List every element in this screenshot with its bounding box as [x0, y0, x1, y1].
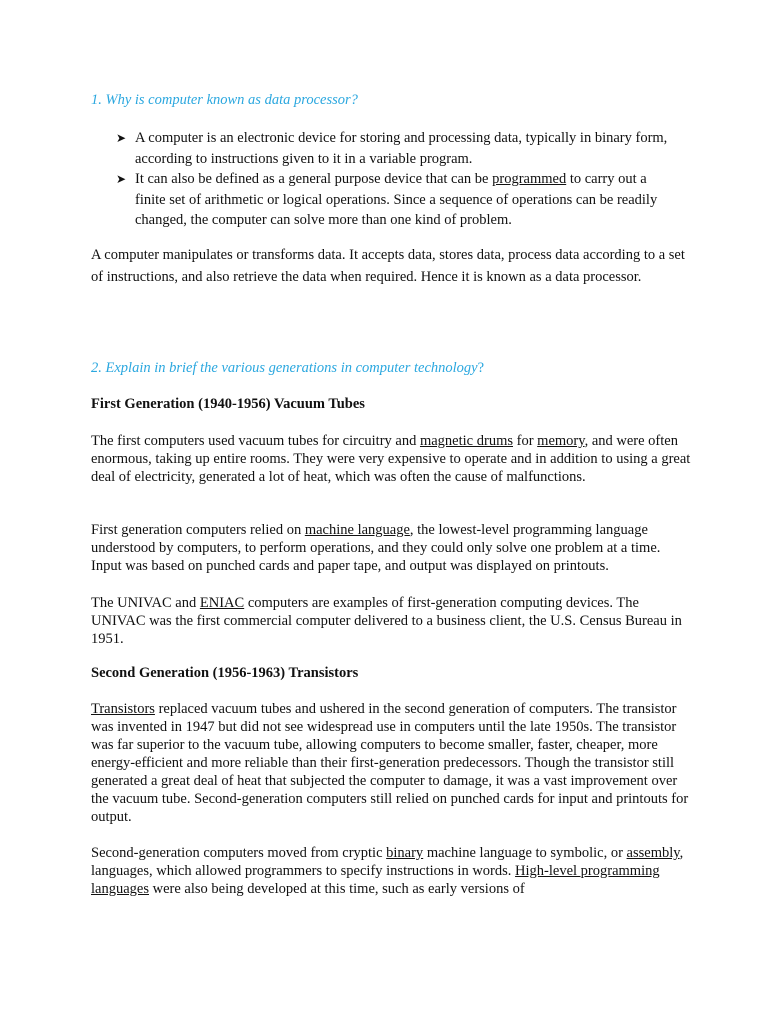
arrowhead-bullet-icon: ➤ [116, 131, 127, 145]
assembly-link[interactable]: assembly [626, 845, 680, 861]
bullet-text: to carry out a finite set of arithmetic or logical operations. Since a sequence of operations can be readily changed, the computer can solve more than one kind of problem. [135, 171, 658, 228]
paragraph-text: replaced vacuum tubes and ushered in the second generation of computers. The transistor was invented in 1947 but did not see widespread use in computers until the late 1950s. The transistor was far superior to the vacuum tube, allowing computers to become smaller, faster, cheaper, more energy-efficient and more reliable than their first-generation predecessors. Though the transistor still generated a great deal of heat that subjected the computer to damage, it was a vast improvement over the vacuum tube. Second-generation computers still relied on punched cards for input and printouts for output. [91, 701, 689, 825]
bullet-text: A computer is an electronic device for storing and processing data, typically in binary form, according to instructions given to it in a variable program. [135, 130, 668, 167]
paragraph-text: Second-generation computers moved from cryptic [91, 845, 387, 861]
bullet-text: It can also be defined as a general purpose device that can be [135, 171, 493, 187]
list-item [116, 128, 676, 169]
transistors-link[interactable]: Transistors [91, 701, 155, 717]
second-generation-paragraph-2 [91, 844, 691, 898]
arrowhead-bullet-icon: ➤ [116, 172, 127, 186]
question-2-title [91, 360, 484, 377]
paragraph-text: , the lowest-level programming language understood by computers, to perform operations, and they could only solve one problem at a time. Input was based on punched cards and paper tape, and output was displayed on printouts. [91, 522, 661, 574]
machine-language-link[interactable]: machine language [304, 522, 410, 538]
question-1-answer: A computer manipulates or transforms data. It accepts data, stores data, process data according to a set of instructions, and also retrieve the data when required. Hence it is known as a data processor. [91, 247, 685, 285]
second-generation-heading: Second Generation (1956-1963) Transistors [91, 665, 359, 681]
question-1-title: 1. Why is computer known as data processor? [91, 92, 358, 108]
paragraph-text: machine language to symbolic, or [423, 845, 627, 861]
paragraph-text: computers are examples of first-generation computing devices. The UNIVAC was the first commercial computer delivered to a business client, the U.S. Census Bureau in 1951. [91, 595, 682, 647]
second-generation-paragraph-1 [91, 700, 691, 826]
paragraph-text: The first computers used vacuum tubes for circuitry and [91, 433, 420, 449]
first-generation-paragraph-3 [91, 594, 691, 648]
magnetic-drums-link[interactable]: magnetic drums [419, 433, 513, 449]
paragraph-text: for [513, 433, 538, 449]
high-level-languages-link[interactable]: High-level programming languages [91, 863, 660, 897]
programmed-link[interactable]: programmed [492, 171, 567, 187]
memory-link[interactable]: memory [537, 433, 585, 449]
paragraph-text: , and were often enormous, taking up entire rooms. They were very expensive to operate and in addition to using a great deal of electricity, generated a lot of heat, which was often the cause of malfunctions. [91, 433, 691, 485]
binary-link[interactable]: binary [386, 845, 424, 861]
bullet-list [116, 128, 676, 231]
list-item [116, 169, 676, 231]
question-2-mark: ? [477, 360, 485, 376]
first-generation-paragraph-1 [91, 432, 691, 486]
paragraph-text: were also being developed at this time, such as early versions of [148, 881, 525, 897]
first-generation-paragraph-2 [91, 521, 691, 575]
first-generation-heading: First Generation (1940-1956) Vacuum Tubes [91, 396, 365, 412]
paragraph-text: First generation computers relied on [91, 522, 305, 538]
paragraph-text: , languages, which allowed programmers to specify instructions in words. [91, 845, 684, 879]
eniac-link[interactable]: ENIAC [199, 595, 245, 611]
paragraph-text: The UNIVAC and [91, 595, 200, 611]
question-2-text: 2. Explain in brief the various generations in computer technology [91, 360, 478, 376]
